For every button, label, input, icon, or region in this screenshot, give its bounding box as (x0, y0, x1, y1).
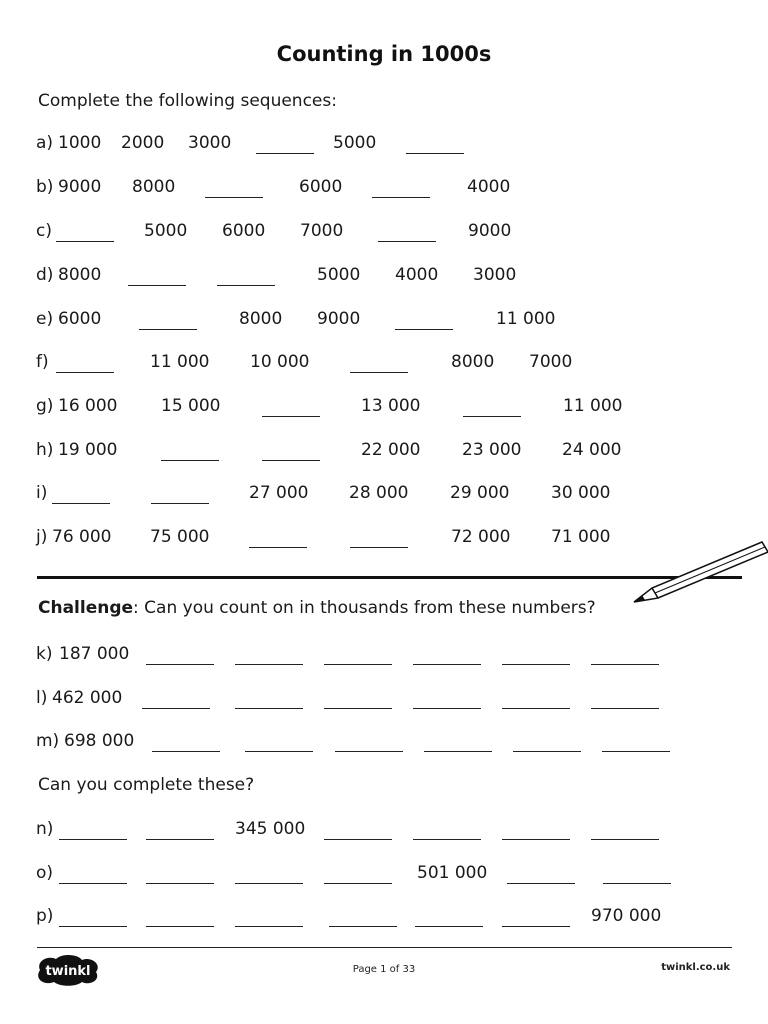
answer-blank[interactable] (324, 664, 392, 665)
row-label: c) (36, 221, 52, 241)
answer-blank[interactable] (146, 883, 214, 884)
answer-blank[interactable] (139, 329, 197, 330)
row-label: d) (36, 265, 54, 285)
page-title: Counting in 1000s (276, 42, 492, 66)
answer-blank[interactable] (413, 708, 481, 709)
answer-blank[interactable] (324, 839, 392, 840)
site-url: twinkl.co.uk (661, 962, 730, 973)
sequence-number: 501 000 (417, 863, 488, 883)
answer-blank[interactable] (502, 708, 570, 709)
sequence-number: 16 000 (58, 396, 118, 416)
answer-blank[interactable] (217, 285, 275, 286)
answer-blank[interactable] (235, 664, 303, 665)
sequence-number: 462 000 (52, 688, 123, 708)
sequence-number: 1000 (58, 133, 102, 153)
sequence-number: 29 000 (450, 483, 510, 503)
row-label: f) (36, 352, 49, 372)
row-label: n) (36, 819, 54, 839)
sequence-number: 19 000 (58, 440, 118, 460)
answer-blank[interactable] (463, 416, 521, 417)
answer-blank[interactable] (52, 503, 110, 504)
sequence-number: 8000 (132, 177, 176, 197)
answer-blank[interactable] (502, 839, 570, 840)
answer-blank[interactable] (372, 197, 430, 198)
complete-prompt: Can you complete these? (38, 775, 255, 795)
answer-blank[interactable] (151, 503, 209, 504)
sequence-number: 11 000 (496, 309, 556, 329)
answer-blank[interactable] (56, 372, 114, 373)
sequence-number: 698 000 (64, 731, 135, 751)
answer-blank[interactable] (378, 241, 436, 242)
answer-blank[interactable] (591, 708, 659, 709)
row-label: e) (36, 309, 54, 329)
row-label: h) (36, 440, 54, 460)
answer-blank[interactable] (249, 547, 307, 548)
sequence-number: 345 000 (235, 819, 306, 839)
answer-blank[interactable] (424, 751, 492, 752)
answer-blank[interactable] (256, 153, 314, 154)
answer-blank[interactable] (245, 751, 313, 752)
answer-blank[interactable] (59, 839, 127, 840)
instruction: Complete the following sequences: (38, 91, 337, 111)
answer-blank[interactable] (603, 883, 671, 884)
answer-blank[interactable] (502, 926, 570, 927)
answer-blank[interactable] (142, 708, 210, 709)
answer-blank[interactable] (350, 547, 408, 548)
sequence-number: 5000 (333, 133, 377, 153)
answer-blank[interactable] (152, 751, 220, 752)
sequence-number: 970 000 (591, 906, 662, 926)
row-label: l) (36, 688, 48, 708)
answer-blank[interactable] (161, 460, 219, 461)
answer-blank[interactable] (262, 460, 320, 461)
sequence-number: 72 000 (451, 527, 511, 547)
answer-blank[interactable] (235, 708, 303, 709)
answer-blank[interactable] (59, 883, 127, 884)
footer-divider (37, 947, 732, 948)
answer-blank[interactable] (507, 883, 575, 884)
answer-blank[interactable] (329, 926, 397, 927)
row-label: i) (36, 483, 48, 503)
sequence-number: 13 000 (361, 396, 421, 416)
sequence-number: 4000 (467, 177, 511, 197)
answer-blank[interactable] (235, 883, 303, 884)
row-label: p) (36, 906, 54, 926)
sequence-number: 11 000 (150, 352, 210, 372)
sequence-number: 6000 (58, 309, 102, 329)
answer-blank[interactable] (146, 839, 214, 840)
sequence-number: 9000 (58, 177, 102, 197)
sequence-number: 27 000 (249, 483, 309, 503)
sequence-number: 7000 (529, 352, 573, 372)
sequence-number: 6000 (299, 177, 343, 197)
answer-blank[interactable] (128, 285, 186, 286)
answer-blank[interactable] (502, 664, 570, 665)
answer-blank[interactable] (324, 708, 392, 709)
answer-blank[interactable] (262, 416, 320, 417)
row-label: g) (36, 396, 54, 416)
row-label: j) (36, 527, 48, 547)
answer-blank[interactable] (602, 751, 670, 752)
sequence-number: 7000 (300, 221, 344, 241)
sequence-number: 9000 (317, 309, 361, 329)
row-label: m) (36, 731, 60, 751)
row-label: o) (36, 863, 54, 883)
sequence-number: 9000 (468, 221, 512, 241)
answer-blank[interactable] (591, 839, 659, 840)
challenge-heading (38, 598, 596, 618)
pencil-icon (628, 538, 768, 610)
answer-blank[interactable] (56, 241, 114, 242)
sequence-number: 24 000 (562, 440, 622, 460)
sequence-number: 187 000 (59, 644, 130, 664)
row-label: a) (36, 133, 54, 153)
sequence-number: 3000 (473, 265, 517, 285)
answer-blank[interactable] (205, 197, 263, 198)
answer-blank[interactable] (513, 751, 581, 752)
answer-blank[interactable] (406, 153, 464, 154)
page-number: Page 1 of 33 (352, 964, 416, 975)
sequence-number: 4000 (395, 265, 439, 285)
sequence-number: 8000 (239, 309, 283, 329)
sequence-number: 5000 (144, 221, 188, 241)
answer-blank[interactable] (146, 664, 214, 665)
answer-blank[interactable] (146, 926, 214, 927)
sequence-number: 10 000 (250, 352, 310, 372)
sequence-number: 71 000 (551, 527, 611, 547)
sequence-number: 8000 (58, 265, 102, 285)
answer-blank[interactable] (335, 751, 403, 752)
answer-blank[interactable] (324, 883, 392, 884)
sequence-number: 76 000 (52, 527, 112, 547)
answer-blank[interactable] (59, 926, 127, 927)
sequence-number: 75 000 (150, 527, 210, 547)
sequence-number: 2000 (121, 133, 165, 153)
sequence-number: 3000 (188, 133, 232, 153)
answer-blank[interactable] (591, 664, 659, 665)
sequence-number: 30 000 (551, 483, 611, 503)
sequence-number: 6000 (222, 221, 266, 241)
row-label: b) (36, 177, 54, 197)
sequence-number: 28 000 (349, 483, 409, 503)
challenge-label: Challenge (38, 598, 134, 618)
answer-blank[interactable] (415, 926, 483, 927)
challenge-text: : Can you count on in thousands from these numbers? (133, 598, 596, 618)
answer-blank[interactable] (395, 329, 453, 330)
svg-text:twinkl: twinkl (45, 964, 91, 979)
answer-blank[interactable] (235, 926, 303, 927)
answer-blank[interactable] (350, 372, 408, 373)
row-label: k) (36, 644, 53, 664)
answer-blank[interactable] (413, 839, 481, 840)
sequence-number: 11 000 (563, 396, 623, 416)
sequence-number: 5000 (317, 265, 361, 285)
sequence-number: 8000 (451, 352, 495, 372)
answer-blank[interactable] (413, 664, 481, 665)
sequence-number: 23 000 (462, 440, 522, 460)
sequence-number: 22 000 (361, 440, 421, 460)
sequence-number: 15 000 (161, 396, 221, 416)
